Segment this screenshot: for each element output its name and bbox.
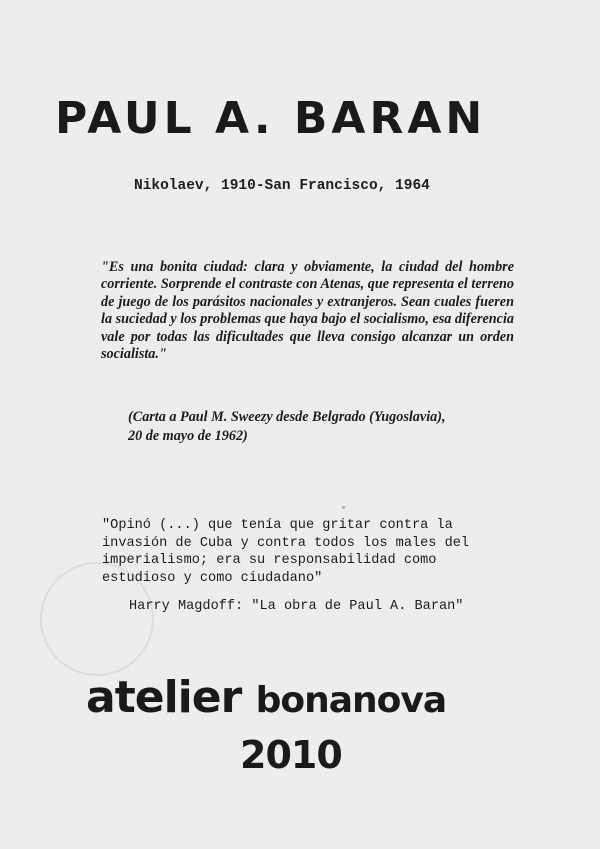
brand-year: 2010: [240, 733, 342, 777]
quote-magdoff-text: [102, 517, 532, 587]
citation-line: (Carta a Paul M. Sweezy desde Belgrado (Yugoslavia),: [128, 409, 446, 425]
brand-word-atelier: atelier: [86, 672, 256, 723]
quote-line: estudioso y como ciudadano": [102, 570, 323, 586]
citation-line: 20 de mayo de 1962): [128, 428, 248, 444]
birth-death-subtitle: Nikolaev, 1910-San Francisco, 1964: [134, 178, 430, 194]
brand-name: [86, 668, 526, 737]
quote-letter-text: "Es una bonita ciudad: clara y obviamente, la ciudad del hombre corriente. Sorprende el contraste con Atenas, que representa el terreno de juego de los parásitos nacionales y extranjeros. Sean cuales fueren la suciedad y los problemas que haya bajo el socialismo, esa diferencia vale por todas las dificultades que lleva consigo alcanzar un orden socialista.": [101, 259, 514, 363]
quote-line: "Opinó (...) que tenía que gritar contra la: [102, 518, 453, 533]
ink-speck: [342, 506, 345, 509]
quote-magdoff-citation: Harry Magdoff: "La obra de Paul A. Baran": [129, 599, 464, 614]
brand-word-bonanova: bonanova: [255, 680, 447, 721]
quote-letter-citation: [128, 408, 528, 446]
quote-line: invasión de Cuba y contra todos los males del: [102, 535, 470, 551]
quote-line: imperialismo; era su responsabilidad como: [102, 553, 437, 569]
page-title: PAUL A. BARAN: [55, 93, 487, 144]
